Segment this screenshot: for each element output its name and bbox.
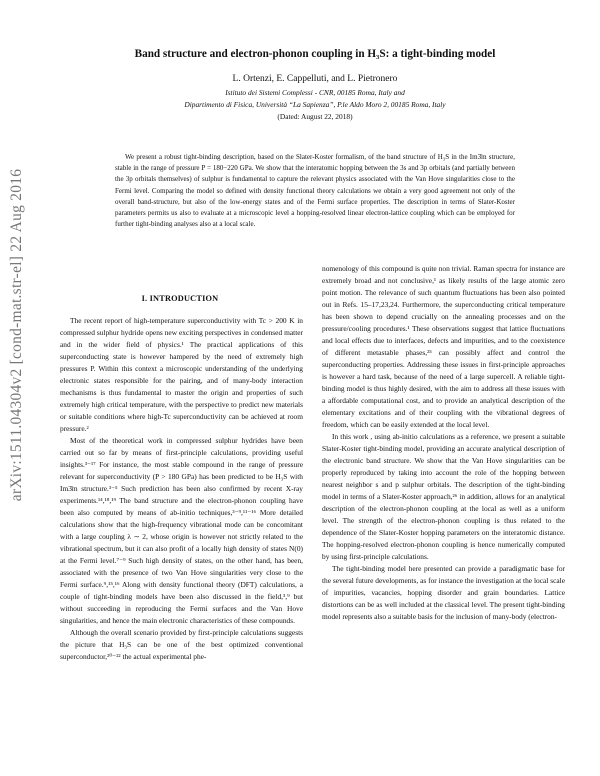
paragraph: In this work , using ab-initio calculations as a reference, we present a suitable Slater-Koster tight-binding model, providing an accurate analytical description of the electronic band structure. We show that the Van Hove singularities can be properly reproduced by taking into account the role of the hopping between nearest neighbor s and p sulphur orbitals. The description of the tight-binding model in terms of a Slater-Koster approach,²⁶ in addition, allows for an analytical description of the electron-phonon coupling at the local as well as a uniform level. The strength of the electron-phonon coupling is thus related to the dependence of the Slater-Koster hopping parameters on the interatomic distance. The hopping-resolved electron-phonon coupling is hence numerically computed by using first-principle calculations. (322, 432, 565, 561)
paragraph: nomenology of this compound is quite non trivial. Raman spectra for instance are extremely broad and not conclusive,¹ as likely results of the large atomic zero point motion. The relevance of such quantum fluctuations has been also pointed out in Refs. 15–17,23,24. Furthermore, the superconducting critical temperature has been shown to depend crucially on the annealing processes and on the pressure/cooling procedures.¹ These observations suggest that lattice fluctuations and local effects due to interfaces, defects and impurities, and to the coexistence of different metastable phases,²⁵ can possibly affect and control the superconducting properties. Addressing these issues in first-principle approaches is however a hard task, because of the need of a large supercell. A reliable tight-binding model is thus highly desired, with the aim to address all these issues with a affordable computational cost, and to provide an analytical description of the elementary excitations and of their coupling with the vibrational degrees of freedom, which can be easily extended at the local level. (322, 264, 565, 429)
affiliation-line-2: Dipartimento di Fisica, Università “La Sapienza”, P.le Aldo Moro 2, 00185 Roma, Italy (184, 100, 446, 109)
paragraph: The recent report of high-temperature superconductivity with Tc > 200 K in compressed sulphur hydride opens new exciting perspectives in condensed matter and in the wider field of physics.¹ The practical applications of this superconducting state is however hampered by the need of extremely high pressures P. Within this context a microscopic understanding of the underlying electronic states responsible for the pairing, and of many-body interaction mechanisms is thus fundamental to master the origin and properties of such extremely high critical temperature, with the perspective to predict new materials or suitable conditions where high-Tc superconductivity can be achieved at room pressure.² (60, 316, 303, 433)
right-column (322, 263, 565, 753)
arxiv-sidebar (0, 0, 34, 776)
dated-line: (Dated: August 22, 2018) (277, 112, 353, 121)
paper-title: Band structure and electron-phonon coupling in H₃S: a tight-binding model (134, 48, 496, 60)
arxiv-identifier: arXiv:1511.04304v2 [cond-mat.str-el] 22 Aug 2016 (8, 168, 25, 502)
left-column (60, 315, 303, 755)
section-heading-introduction: I. INTRODUCTION (141, 294, 219, 303)
affiliations (60, 87, 570, 111)
paragraph: Most of the theoretical work in compressed sulphur hydrides have been carried out so far by means of first-principle calculations, providing useful insights.³⁻¹⁷ For instance, the most stable compound in the range of pressure relevant for superconductivity (P > 180 GPa) has been predicted to be H₃S with Im3̄m structure.³⁻⁵ Such prediction has been also confirmed by recent X-ray experiments.¹⁴,¹⁸,¹⁹ The band structure and the electron-phonon coupling have been also computed by means of ab-initio techniques,³⁻⁹,¹¹⁻¹⁶ More detailed calculations show that the high-frequency vibrational mode can be concomitant with a large coupling λ ∼ 2, whose origin is however not strictly related to the vibrational spectrum, but it can also profit of a locally high density of states N(0) at the Fermi level.⁷⁻⁹ Such high density of states, on the other hand, has been, associated with the presence of two Van Hove singularities very close to the Fermi surface.⁹,¹⁵,¹⁶ Along with density functional theory (DFT) calculations, a couple of tight-binding models have been also discussed in the field,³,⁹ but without succeeding in reproducing the Fermi surfaces and the Van Hove singularities, and hence the main electronic characteristics of these compounds. (60, 436, 303, 625)
paragraph: The tight-binding model here presented can provide a paradigmatic base for the several future developments, as for instance the investigation at the local scale of impurities, vacancies, hopping disorder and grain boundaries. Lattice distortions can be as well included at the classical level. The present tight-binding model represents also a suitable basis for the inclusion of many-body (electron- (322, 564, 565, 621)
paragraph: Although the overall scenario provided by first-principle calculations suggests the picture that H₃S can be one of the best optimized conventional superconductor,²⁰⁻²² the actual experimental phe- (60, 628, 303, 661)
author-list: L. Ortenzi, E. Cappelluti, and L. Pietronero (232, 74, 398, 84)
abstract: We present a robust tight-binding description, based on the Slater-Koster formalism, of the band structure of H₃S in the Im3̄m structure, stable in the range of pressure P = 180−220 GPa. We show that the interatomic hopping between the 3s and 3p orbitals (and partially between the 3p orbitals themselves) of sulphur is fundamental to capture the relevant physics associated with the Van Hove singularities close to the Fermi level. Comparing the model so defined with density functional theory calculations we obtain a very good agreement not only of the overall band-structure, but also of the low-energy states and of the Fermi surface properties. The description in terms of Slater-Koster parameters permits us also to evaluate at a microscopic level a hopping-resolved linear electron-lattice coupling which can be employed for further tight-binding analyses also at a local scale. (115, 153, 515, 229)
affiliation-line-1: Istituto dei Sistemi Complessi - CNR, 00185 Roma, Italy and (225, 88, 405, 97)
